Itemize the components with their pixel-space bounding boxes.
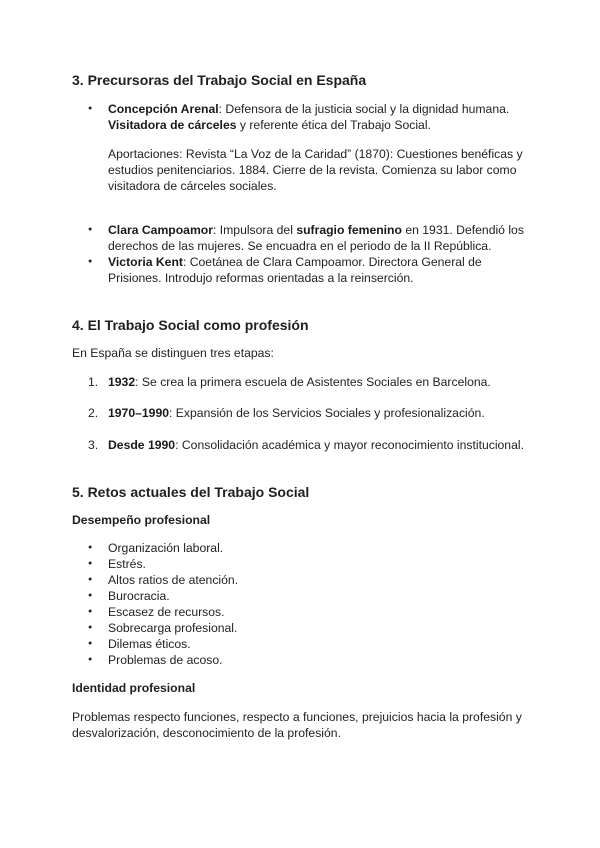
list-item-campoamor — [108, 222, 528, 254]
arenal-text-2: y referente ética del Trabajo Social. — [236, 118, 431, 132]
list-item: ● Sobrecarga profesional. — [108, 620, 538, 636]
stage-item-2 — [88, 405, 548, 421]
stage-number: 2. — [88, 406, 99, 420]
list-item-kent — [108, 254, 528, 286]
arenal-bold-visitadora: Visitadora de cárceles — [108, 118, 237, 132]
arenal-aportaciones: Aportaciones: Revista “La Voz de la Caridad” (1870): Cuestiones benéficas y estudios penitenciarios. 1884. Cierre de la revista. Comienza su labor como visitadora de cárceles sociales. — [108, 147, 523, 193]
stage-item-1 — [88, 374, 548, 390]
stage-number: 1. — [88, 375, 99, 389]
list-item: ● Escasez de recursos. — [108, 604, 538, 620]
arenal-name: Concepción Arenal — [108, 102, 219, 116]
stage-text: : Expansión de los Servicios Sociales y profesionalización. — [169, 406, 485, 420]
stage-item-3 — [88, 437, 548, 453]
section-4-intro: En España se distinguen tres etapas: — [72, 346, 274, 360]
section-5-heading: 5. Retos actuales del Trabajo Social — [72, 484, 310, 500]
campoamor-text-2: en 1931. Defendió los derechos de las mujeres. Se encuadra en el periodo de la II República. — [108, 223, 524, 253]
stage-text: : Se crea la primera escuela de Asistentes Sociales en Barcelona. — [135, 375, 491, 389]
list-item: ● Estrés. — [108, 556, 538, 572]
campoamor-text: : Impulsora del — [212, 223, 297, 237]
stage-text: : Consolidación académica y mayor reconocimiento institucional. — [175, 438, 524, 452]
kent-text: : Coetánea de Clara Campoamor. Directora General de Prisiones. Introdujo reformas orientadas a la reinserción. — [108, 255, 482, 285]
section-3-heading: 3. Precursoras del Trabajo Social en España — [72, 72, 367, 88]
arenal-text: : Defensora de la justicia social y la dignidad humana. — [218, 102, 510, 116]
list-item-arenal — [108, 101, 528, 133]
desempeno-heading: Desempeño profesional — [72, 513, 211, 527]
list-item: ● Altos ratios de atención. — [108, 572, 538, 588]
stage-label: 1970–1990 — [108, 406, 170, 420]
kent-name: Victoria Kent — [108, 255, 183, 269]
list-item: ● Problemas de acoso. — [108, 652, 538, 668]
list-item: ● Organización laboral. — [108, 540, 538, 556]
stage-label: Desde 1990 — [108, 438, 176, 452]
list-item: ● Burocracia. — [108, 588, 538, 604]
section-4-heading: 4. El Trabajo Social como profesión — [72, 317, 309, 333]
identidad-paragraph: Problemas respecto funciones, respecto a funciones, prejuicios hacia la profesión y desvalorización, desconocimiento de la profesión. — [72, 710, 522, 740]
campoamor-name: Clara Campoamor — [108, 223, 213, 237]
identidad-heading: Identidad profesional — [72, 681, 196, 695]
stage-label: 1932 — [108, 375, 136, 389]
campoamor-bold-sufragio: sufragio femenino — [296, 223, 402, 237]
stage-number: 3. — [88, 438, 99, 452]
list-item: ● Dilemas éticos. — [108, 636, 538, 652]
